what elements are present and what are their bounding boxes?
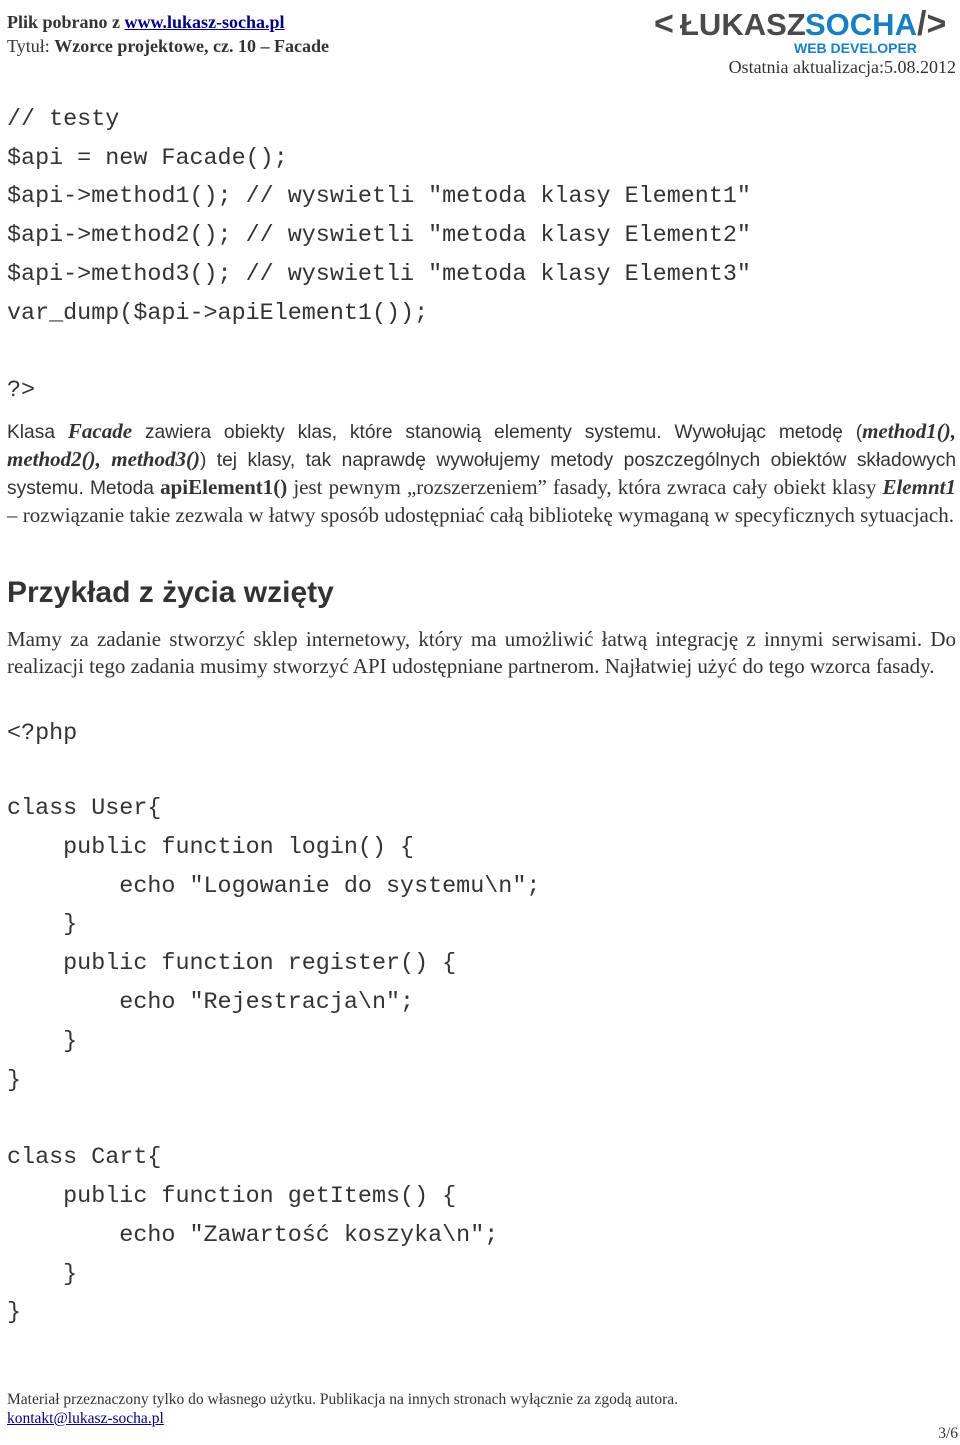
title-label: Tytuł: (7, 36, 50, 56)
update-label: Ostatnia aktualizacja: (728, 57, 884, 77)
download-label: Plik pobrano z (7, 12, 121, 32)
logo-subtitle: WEB DEVELOPER (794, 40, 917, 56)
code-block-2: class User{ public function login() { echo "Logowanie do systemu\n"; } public function register() { echo "Rejestracja\n"; } } class Cart{ public function getItems() { echo "Zawartość koszyka\n"; } } (7, 796, 541, 1327)
footer-notice: Materiał przeznaczony tylko do własnego użytku. Publikacja na innych stronach wyłącznie za zgodą autora. (7, 1391, 678, 1408)
paragraph-1: Klasa Facade zawiera obiekty klas, które stanowią elementy systemu. Wywołując metodę (method1(), method2(), method3()) tej klasy, tak naprawdę wywołujemy metody poszczególnych obiektów składowych systemu. Metoda apiElement1() jest pewnym „rozszerzeniem” fasady, która zwraca cały obiekt klasy Elemnt1 – rozwiązanie takie zezwala w łatwy sposób udostępniać całą bibliotekę wymaganą w specyficznych sytuacjach. (7, 419, 957, 527)
logo-part-1: ŁUKASZ (680, 7, 806, 42)
php-open-tag: <?php (7, 721, 78, 747)
page-header (7, 10, 329, 58)
section-heading: Przykład z życia wzięty (7, 576, 334, 609)
svg-text:<: < (654, 5, 674, 43)
title-line (7, 34, 329, 58)
code-block-1: // testy $api = new Facade(); $api->method1(); // wyswietli "metoda klasy Element1" $api->method2(); // wyswietli "metoda klasy Element2" $api->method3(); // wyswietli "metoda klasy Element3" var_dump($api->apiElement1()); ?> (7, 107, 751, 404)
page-number: 3/6 (938, 1425, 958, 1442)
download-source-line (7, 10, 329, 34)
site-link[interactable]: www.lukasz-socha.pl (124, 12, 285, 32)
last-update (729, 57, 956, 78)
page-footer (7, 1390, 678, 1428)
svg-text:/>: /> (917, 5, 947, 43)
update-date: 5.08.2012 (884, 57, 956, 77)
logo-part-2: SOCHA (805, 7, 917, 42)
contact-email-link[interactable]: kontakt@lukasz-socha.pl (7, 1410, 164, 1427)
document-title: Wzorce projektowe, cz. 10 – Facade (54, 36, 329, 56)
paragraph-2: Mamy za zadanie stworzyć sklep internetowy, który ma umożliwić łatwą integrację z innymi serwisami. Do realizacji tego zadania musimy stworzyć API udostępniane partnerom. Najłatwiej użyć do tego wzorca fasady. (7, 627, 956, 678)
site-logo (654, 4, 954, 56)
